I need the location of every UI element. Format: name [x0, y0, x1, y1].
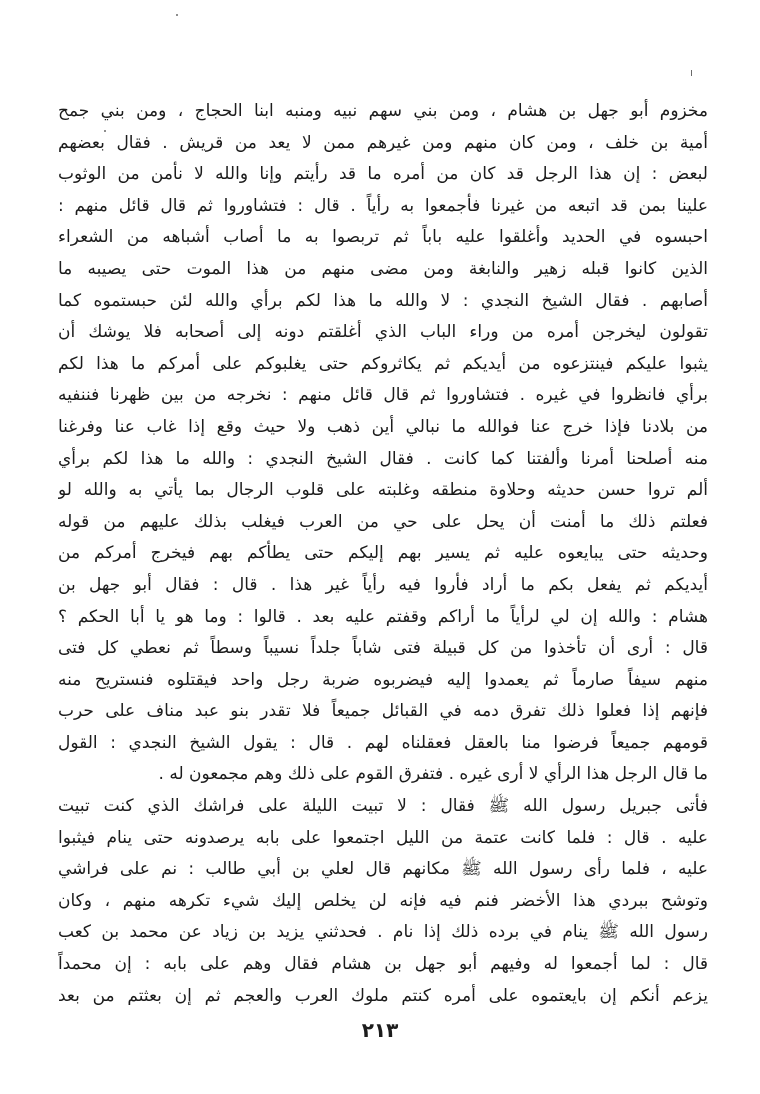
text-line: احبسوه في الحديد وأغلقوا عليه باباً ثم تربصوا به ما أصاب أشباهه من الشعراء: [58, 227, 708, 248]
text-line: قال : لما أجمعوا له وفيهم أبو جهل بن هشام فقال وهم على بابه : إن محمداً: [58, 954, 708, 975]
text-line: عليه ، فلما رأى رسول الله ﷺ مكانهم قال لعلي بن أبي طالب : نم على فراشي: [58, 859, 708, 880]
text-line: فعلتم ذلك ما أمنت أن يحل على حي من العرب فيغلب بذلك عليهم من قوله: [58, 511, 708, 532]
text-line: قومهم جميعاً فرضوا منا بالعقل فعقلناه لهم . قال : يقول الشيخ النجدي : القول: [58, 732, 708, 753]
text-line: أمية بن خلف ، ومن كان منهم ومن غيرهم ممن لا يعد من قريش . فقال بعضهم: [58, 132, 708, 153]
text-line: وتوشح ببردي هذا الأخضر فنم فيه فإنه لن يخلص إليك شيء تكرهه منهم ، وكان: [58, 890, 708, 911]
text-line: من بلادنا فإذا خرج عنا فوالله ما نبالي أين ذهب ولا حيث وقع إذا غاب عنا وفرغنا: [58, 416, 708, 437]
text-line: هشام : والله إن لي لرأياً ما أراكم وقفتم عليه بعد . قالوا : وما هو يا أبا الحكم ؟: [58, 606, 708, 627]
text-line: علينا بمن قد اتبعه من غيرنا فأجمعوا به رأياً . قال : فتشاوروا ثم قال قائل منهم :: [58, 195, 708, 216]
text-line: عليه . قال : فلما كانت عتمة من الليل اجتمعوا على بابه يرصدونه حتى ينام فيثبوا: [58, 827, 708, 848]
page-number: ٢١٣: [361, 1018, 399, 1042]
text-line: مخزوم أبو جهل بن هشام ، ومن بني سهم نبيه ومنبه ابنا الحجاج ، ومن بني جمح: [58, 101, 708, 121]
text-line: يزعم أنكم إن بايعتموه على أمره كنتم ملوك العرب والعجم ثم إن بعثتم من بعد: [58, 985, 708, 1006]
scan-speck-top: [176, 14, 178, 16]
text-line: منهم سيفاً صارماً ثم يعمدوا إليه فيضربوه ضربة رجل واحد فيقتلوه فنستريح منه: [58, 669, 708, 690]
text-line: فأتى جبريل رسول الله ﷺ فقال : لا تبيت الليلة على فراشك الذي كنت تبيت: [58, 796, 708, 817]
body-text: [58, 96, 708, 1012]
text-line: تقولون ليخرجن أمره من وراء الباب الذي أغلقتم دونه إلى أصحابه فلا يوشك أن: [58, 322, 708, 343]
scan-speck-right: [691, 70, 692, 76]
text-line: منه أصلحنا أمرنا وألفتنا كما كانت . فقال الشيخ النجدي : والله ما هذا لكم برأي: [58, 448, 708, 469]
text-line: رسول الله ﷺ ينام في برده ذلك إذا نام . فحدثني يزيد بن زياد عن محمد بن كعب: [58, 922, 708, 943]
text-line: فإنهم إذا فعلوا ذلك تفرق دمه في القبائل جميعاً فلا تقدر بنو عبد مناف على حرب: [58, 701, 708, 722]
text-line: قال : أرى أن تأخذوا من كل قبيلة فتى شاباً جلداً نسيباً وسطاً ثم نعطي كل فتى: [58, 638, 708, 659]
paragraph-end-line: ما قال الرجل هذا الرأي لا أرى غيره . فتفرق القوم على ذلك وهم مجمعون له .: [158, 764, 708, 785]
text-line: أيديكم ثم يفعل بكم ما أراد فأروا فيه رأياً غير هذا . قال : فقال أبو جهل بن: [58, 574, 708, 595]
text-line: لبعض : إن هذا الرجل قد كان من أمره ما قد رأيتم وإنا والله لا نأمن من الوثوب: [58, 164, 708, 185]
text-line: أصابهم . فقال الشيخ النجدي : لا والله ما هذا لكم برأي والله لئن حبستموه كما: [58, 290, 708, 311]
text-line: ألم تروا حسن حديثه وحلاوة منطقه وغلبته على قلوب الرجال بما يأتي به والله لو: [58, 480, 708, 501]
text-line: وحديثه حتى يبايعوه عليه ثم يسير بهم إليكم حتى يطأكم بهم فيخرج أمركم من: [58, 543, 708, 564]
text-line: الذين كانوا قبله زهير والنابغة ومن مضى منهم من هذا الموت حتى يصيبه ما: [58, 258, 708, 279]
text-line: برأي فانظروا في غيره . فتشاوروا ثم قال قائل منهم : نخرجه من بين ظهرنا فننفيه: [58, 385, 708, 406]
text-line: يثبوا عليكم فينتزعوه من أيديكم ثم يكاثروكم حتى يغلبوكم على أمركم ما هذا لكم: [58, 353, 708, 374]
